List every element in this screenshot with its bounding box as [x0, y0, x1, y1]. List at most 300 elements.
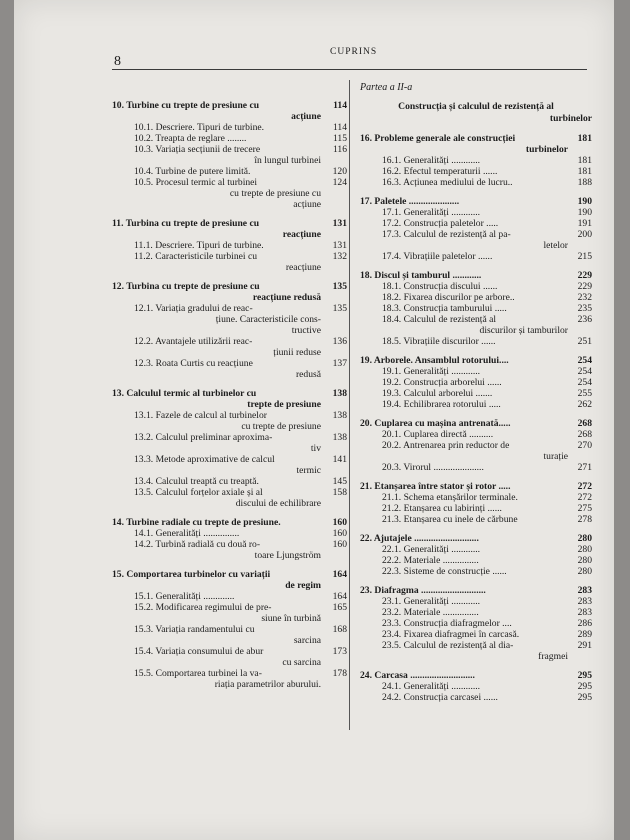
entry-page: 131 [332, 240, 347, 251]
entry-page: 272 [577, 481, 592, 492]
entry-title-text: Schema etanșărilor terminale. [403, 492, 518, 503]
entry-title-text: Variația gradului de reac- [155, 303, 253, 314]
entry-title-line [360, 607, 592, 618]
entry-title-line [360, 533, 592, 544]
entry-title-line [360, 251, 592, 262]
toc-section-entry [112, 166, 347, 177]
entry-number: 15.4. [134, 646, 154, 657]
toc-section-entry [360, 177, 592, 188]
entry-title-line [360, 399, 592, 410]
toc-section-entry [360, 292, 592, 303]
entry-title-line [112, 336, 347, 347]
entry-title-line: reacțiune [282, 229, 321, 240]
entry-title-line [112, 240, 347, 251]
part-label: Partea a II-a [360, 82, 413, 93]
entry-page: 280 [577, 555, 592, 566]
toc-section-entry [360, 281, 592, 292]
entry-number: 19.3. [382, 388, 402, 399]
entry-page: 181 [577, 155, 592, 166]
entry-title-line [112, 388, 347, 399]
entry-page: 141 [332, 454, 347, 465]
entry-page: 191 [577, 218, 592, 229]
toc-section-entry [360, 207, 592, 218]
entry-page: 116 [332, 144, 347, 155]
entry-title-line [112, 591, 347, 602]
entry-title-line [360, 640, 592, 651]
toc-section-entry [360, 629, 592, 640]
toc-chapter-entry [112, 517, 347, 528]
entry-title-line: cu trepte de presiune [241, 421, 321, 432]
entry-number: 20. [360, 418, 372, 429]
entry-title-text: Construcția paletelor ..... [403, 218, 499, 229]
entry-page: 132 [332, 251, 347, 262]
toc-section-entry [112, 476, 347, 487]
entry-page: 165 [332, 602, 347, 613]
toc-section-entry [112, 487, 347, 509]
entry-title-line [360, 133, 592, 144]
toc-section-entry [112, 646, 347, 668]
toc-section-entry [360, 492, 592, 503]
entry-title-line [360, 503, 592, 514]
entry-title-line [112, 528, 347, 539]
entry-title-text: Paletele ..................... [374, 196, 460, 207]
entry-page: 262 [577, 399, 592, 410]
entry-number: 14. [112, 517, 124, 528]
entry-title-line [112, 100, 347, 111]
toc-section-entry [360, 166, 592, 177]
entry-number: 14.2. [134, 539, 154, 550]
entry-page: 131 [332, 218, 347, 229]
toc-chapter-entry [360, 196, 592, 207]
entry-number: 23.3. [382, 618, 402, 629]
entry-number: 17.2. [382, 218, 402, 229]
entry-title-text: Virorul ..................... [403, 462, 484, 473]
entry-page: 286 [577, 618, 592, 629]
entry-page: 229 [577, 281, 592, 292]
toc-section-entry [360, 681, 592, 692]
entry-title-text: Construcția discului ...... [403, 281, 498, 292]
entry-number: 17.1. [382, 207, 402, 218]
toc-section-entry [360, 692, 592, 703]
toc-section-entry [360, 155, 592, 166]
entry-title-text: Etanșarea cu inele de cărbune [403, 514, 518, 525]
toc-chapter-entry [112, 569, 347, 591]
entry-title-line [112, 646, 347, 657]
entry-title-text: Fixarea diafragmei în carcasă. [403, 629, 520, 640]
entry-title-text: Probleme generale ale construcției [374, 133, 516, 144]
entry-page: 160 [332, 528, 347, 539]
entry-number: 23.1. [382, 596, 402, 607]
page-number: 8 [114, 54, 121, 69]
entry-number: 18.1. [382, 281, 402, 292]
entry-title-line [112, 218, 347, 229]
entry-title-line [360, 281, 592, 292]
entry-title-line: acțiune [291, 111, 321, 122]
entry-title-text: Generalități ............ [403, 544, 481, 555]
entry-number: 19.4. [382, 399, 402, 410]
entry-title-text: Sisteme de construcție ...... [403, 566, 507, 577]
entry-title-line: discului de echilibrare [235, 498, 321, 509]
entry-number: 16.3. [382, 177, 402, 188]
entry-page: 138 [332, 388, 347, 399]
entry-title-text: Construcția diafragmelor .... [403, 618, 512, 629]
toc-section-entry [360, 303, 592, 314]
entry-title-line [360, 566, 592, 577]
entry-title-text: Turbina cu trepte de presiune cu [125, 218, 260, 229]
entry-title-text: Arborele. Ansamblul rotorului.... [373, 355, 509, 366]
entry-title-line [360, 303, 592, 314]
entry-page: 173 [332, 646, 347, 657]
entry-number: 10.2. [134, 133, 154, 144]
toc-section-entry [360, 388, 592, 399]
toc-section-entry [360, 336, 592, 347]
entry-title-line [360, 555, 592, 566]
entry-page: 190 [577, 207, 592, 218]
entry-number: 18.5. [382, 336, 402, 347]
entry-title-line [360, 336, 592, 347]
entry-page: 181 [577, 166, 592, 177]
toc-section-entry [360, 218, 592, 229]
entry-number: 23.5. [382, 640, 402, 651]
entry-number: 15. [112, 569, 124, 580]
toc-section-entry [360, 607, 592, 618]
entry-title-text: Diafragma ........................... [374, 585, 486, 596]
toc-section-entry [360, 429, 592, 440]
entry-number: 17.4. [382, 251, 402, 262]
entry-title-line [360, 692, 592, 703]
entry-title-text: Vibrațiile discurilor ...... [403, 336, 496, 347]
entry-page: 215 [577, 251, 592, 262]
entry-title-line: tiv [310, 443, 321, 454]
toc-section-entry [360, 566, 592, 577]
entry-title-text: Construcția arborelui ...... [403, 377, 502, 388]
entry-page: 158 [332, 487, 347, 498]
entry-page: 168 [332, 624, 347, 635]
toc-section-entry [360, 544, 592, 555]
entry-title-line [112, 410, 347, 421]
entry-title-line [112, 539, 347, 550]
entry-number: 10.3. [134, 144, 154, 155]
entry-title-line: tructive [291, 325, 321, 336]
entry-page: 114 [332, 122, 347, 133]
entry-title-line: țiune. Caracteristicile cons- [215, 314, 321, 325]
entry-title-line: letelor [543, 240, 568, 251]
entry-title-text: Turbina cu trepte de presiune cu [126, 281, 260, 292]
entry-title-text: Turbine de putere limită. [155, 166, 251, 177]
entry-title-line [360, 177, 592, 188]
entry-page: 283 [577, 585, 592, 596]
entry-title-line: reacțiune [285, 262, 321, 273]
entry-number: 15.3. [134, 624, 154, 635]
entry-title-line [112, 133, 347, 144]
entry-page: 280 [577, 544, 592, 555]
entry-title-line [112, 177, 347, 188]
toc-section-entry [112, 668, 347, 690]
toc-section-entry [360, 618, 592, 629]
entry-title-line [112, 517, 347, 528]
entry-number: 13.3. [134, 454, 154, 465]
toc-section-entry [112, 177, 347, 210]
entry-title-line [360, 155, 592, 166]
entry-title-text: Turbine radiale cu trepte de presiune. [126, 517, 281, 528]
toc-chapter-entry [360, 481, 592, 492]
entry-page: 268 [577, 429, 592, 440]
entry-page: 280 [577, 566, 592, 577]
entry-number: 12.3. [134, 358, 154, 369]
entry-page: 295 [577, 692, 592, 703]
entry-title-line: toare Ljungström [254, 550, 321, 561]
entry-title-line: turație [543, 451, 568, 462]
entry-page: 291 [577, 640, 592, 651]
entry-title-text: Materiale ............... [403, 607, 479, 618]
entry-title-line [360, 481, 592, 492]
toc-section-entry [112, 410, 347, 432]
entry-title-line [360, 629, 592, 640]
entry-number: 11.1. [134, 240, 153, 251]
entry-title-line [112, 569, 347, 580]
entry-title-line: trepte de presiune [247, 399, 321, 410]
toc-section-entry [112, 358, 347, 380]
entry-title-text: Metode aproximative de calcul [155, 454, 275, 465]
entry-number: 22. [360, 533, 372, 544]
entry-number: 18.3. [382, 303, 402, 314]
toc-right-entries [360, 133, 592, 703]
toc-section-entry [112, 591, 347, 602]
toc-section-entry [360, 462, 592, 473]
entry-page: 135 [332, 303, 347, 314]
entry-number: 15.1. [134, 591, 154, 602]
entry-title-line [360, 292, 592, 303]
entry-title-line: termic [296, 465, 321, 476]
toc-section-entry [112, 432, 347, 454]
entry-title-line: fragmei [538, 651, 568, 662]
entry-title-line [112, 358, 347, 369]
entry-title-line [112, 122, 347, 133]
header-rule [112, 69, 587, 70]
part-title [360, 101, 592, 125]
entry-title-text: Acțiunea mediului de lucru.. [403, 177, 513, 188]
entry-title-text: Etanșarea între stator și rotor ..... [374, 481, 511, 492]
toc-chapter-entry [360, 355, 592, 366]
entry-title-text: Avantajele utilizării reac- [155, 336, 253, 347]
entry-number: 15.2. [134, 602, 154, 613]
entry-number: 12. [112, 281, 124, 292]
entry-page: 164 [332, 591, 347, 602]
entry-title-line [360, 388, 592, 399]
entry-title-text: Descriere. Tipuri de turbine. [155, 240, 264, 251]
entry-page: 254 [577, 377, 592, 388]
entry-page: 164 [332, 569, 347, 580]
entry-title-text: Calculul de rezistență al dia- [403, 640, 514, 651]
entry-title-text: Materiale ............... [403, 555, 479, 566]
entry-number: 12.2. [134, 336, 154, 347]
entry-page: 251 [577, 336, 592, 347]
entry-title-text: Calculul forțelor axiale și al [155, 487, 263, 498]
entry-title-text: Fixarea discurilor pe arbore.. [403, 292, 515, 303]
toc-chapter-entry [112, 388, 347, 410]
entry-number: 22.2. [382, 555, 402, 566]
toc-section-entry [360, 596, 592, 607]
entry-title-text: Echilibrarea rotorului ..... [403, 399, 501, 410]
entry-title-text: Variația randamentului cu [155, 624, 255, 635]
entry-title-text: Construcția tamburului ..... [403, 303, 507, 314]
entry-page: 280 [577, 533, 592, 544]
entry-title-text: Calculul arborelui ....... [403, 388, 493, 399]
entry-title-line [360, 377, 592, 388]
entry-number: 19.2. [382, 377, 402, 388]
entry-number: 10.1. [134, 122, 154, 133]
entry-title-line: sarcina [293, 635, 321, 646]
entry-title-text: Antrenarea prin reductor de [403, 440, 510, 451]
entry-title-line [112, 303, 347, 314]
toc-section-entry [112, 240, 347, 251]
entry-title-text: Variația consumului de abur [155, 646, 264, 657]
entry-title-line [360, 585, 592, 596]
entry-title-line [112, 476, 347, 487]
entry-page: 254 [577, 366, 592, 377]
entry-number: 12.1. [134, 303, 154, 314]
entry-page: 200 [577, 229, 592, 240]
toc-chapter-entry [360, 270, 592, 281]
entry-title-line [360, 366, 592, 377]
entry-title-line [360, 681, 592, 692]
entry-title-text: Cuplarea cu mașina antrenată..... [374, 418, 511, 429]
entry-page: 255 [577, 388, 592, 399]
entry-number: 11. [112, 218, 124, 229]
entry-title-line [112, 144, 347, 155]
entry-title-text: Descriere. Tipuri de turbine. [155, 122, 265, 133]
toc-section-entry [112, 303, 347, 336]
part-title-line: Construcția și calculul de rezistență al [398, 101, 554, 112]
toc-section-entry [360, 503, 592, 514]
entry-title-text: Caracteristicile turbinei cu [155, 251, 258, 262]
entry-title-text: Roata Curtis cu reacțiune [155, 358, 253, 369]
toc-section-entry [360, 229, 592, 251]
entry-number: 10. [112, 100, 124, 111]
entry-title-line: discurilor și tamburilor [479, 325, 568, 336]
entry-page: 229 [577, 270, 592, 281]
entry-number: 23. [360, 585, 372, 596]
entry-page: 115 [332, 133, 347, 144]
entry-title-line: riația parametrilor aburului. [214, 679, 321, 690]
toc-section-entry [360, 514, 592, 525]
toc-section-entry [112, 336, 347, 358]
entry-number: 19.1. [382, 366, 402, 377]
entry-number: 20.3. [382, 462, 402, 473]
toc-section-entry [360, 251, 592, 262]
entry-number: 18.4. [382, 314, 402, 325]
entry-title-line [360, 440, 592, 451]
entry-page: 232 [577, 292, 592, 303]
entry-number: 23.2. [382, 607, 402, 618]
entry-title-text: Generalități ............ [403, 207, 481, 218]
toc-section-entry [112, 539, 347, 561]
entry-title-text: Cuplarea directă .......... [403, 429, 494, 440]
entry-page: 160 [332, 517, 347, 528]
entry-number: 18. [360, 270, 372, 281]
entry-title-text: Generalități ............... [155, 528, 240, 539]
entry-number: 21.2. [382, 503, 402, 514]
entry-page: 137 [332, 358, 347, 369]
entry-number: 24.1. [382, 681, 402, 692]
entry-title-text: Calculul de rezistență al [403, 314, 497, 325]
entry-number: 24. [360, 670, 372, 681]
entry-title-line: în lungul turbinei [254, 155, 321, 166]
entry-title-line [360, 514, 592, 525]
entry-page: 278 [577, 514, 592, 525]
entry-title-line: siune în turbină [261, 613, 321, 624]
entry-title-line: redusă [295, 369, 321, 380]
entry-title-line [112, 602, 347, 613]
toc-chapter-entry [360, 670, 592, 681]
entry-title-text: Etanșarea cu labirinți ...... [403, 503, 502, 514]
entry-title-text: Fazele de calcul al turbinelor [155, 410, 267, 421]
entry-number: 10.5. [134, 177, 154, 188]
toc-chapter-entry [360, 133, 592, 155]
entry-number: 16.1. [382, 155, 402, 166]
toc-section-entry [360, 440, 592, 462]
entry-title-line [360, 429, 592, 440]
entry-page: 289 [577, 629, 592, 640]
entry-title-line: cu trepte de presiune cu [229, 188, 321, 199]
toc-section-entry [360, 366, 592, 377]
toc-section-entry [360, 377, 592, 388]
toc-section-entry [112, 144, 347, 166]
toc-chapter-entry [360, 533, 592, 544]
entry-number: 22.1. [382, 544, 402, 555]
entry-number: 21.1. [382, 492, 402, 503]
entry-page: 114 [333, 100, 347, 111]
entry-number: 13. [112, 388, 124, 399]
entry-title-text: Calculul treaptă cu treaptă. [155, 476, 259, 487]
entry-page: 120 [332, 166, 347, 177]
entry-title-line [112, 668, 347, 679]
entry-title-text: Turbine cu trepte de presiune cu [126, 100, 260, 111]
entry-title-text: Comportarea turbinei la va- [155, 668, 262, 679]
entry-title-line: acțiune [293, 199, 321, 210]
entry-title-line [360, 618, 592, 629]
entry-number: 13.4. [134, 476, 154, 487]
entry-number: 15.5. [134, 668, 154, 679]
toc-section-entry [112, 602, 347, 624]
entry-title-line [112, 624, 347, 635]
entry-number: 17.3. [382, 229, 402, 240]
entry-page: 254 [577, 355, 592, 366]
entry-title-line [360, 418, 592, 429]
entry-title-line [360, 207, 592, 218]
entry-page: 145 [332, 476, 347, 487]
entry-title-text: Turbină radială cu două ro- [155, 539, 261, 550]
entry-title-line [360, 270, 592, 281]
entry-number: 14.1. [134, 528, 154, 539]
entry-title-text: Efectul temperaturii ...... [403, 166, 498, 177]
entry-number: 18.2. [382, 292, 402, 303]
toc-section-entry [112, 528, 347, 539]
toc-section-entry [112, 133, 347, 144]
entry-title-line: de regim [285, 580, 321, 591]
entry-page: 275 [577, 503, 592, 514]
entry-title-text: Ajutajele ........................... [373, 533, 479, 544]
entry-title-text: Calculul termic al turbinelor cu [126, 388, 257, 399]
entry-number: 24.2. [382, 692, 402, 703]
entry-title-line [360, 544, 592, 555]
entry-title-text: Calculul preliminar aproxima- [155, 432, 273, 443]
entry-number: 17. [360, 196, 372, 207]
entry-page: 181 [577, 133, 592, 144]
entry-title-line [360, 492, 592, 503]
entry-page: 272 [577, 492, 592, 503]
toc-section-entry [360, 555, 592, 566]
